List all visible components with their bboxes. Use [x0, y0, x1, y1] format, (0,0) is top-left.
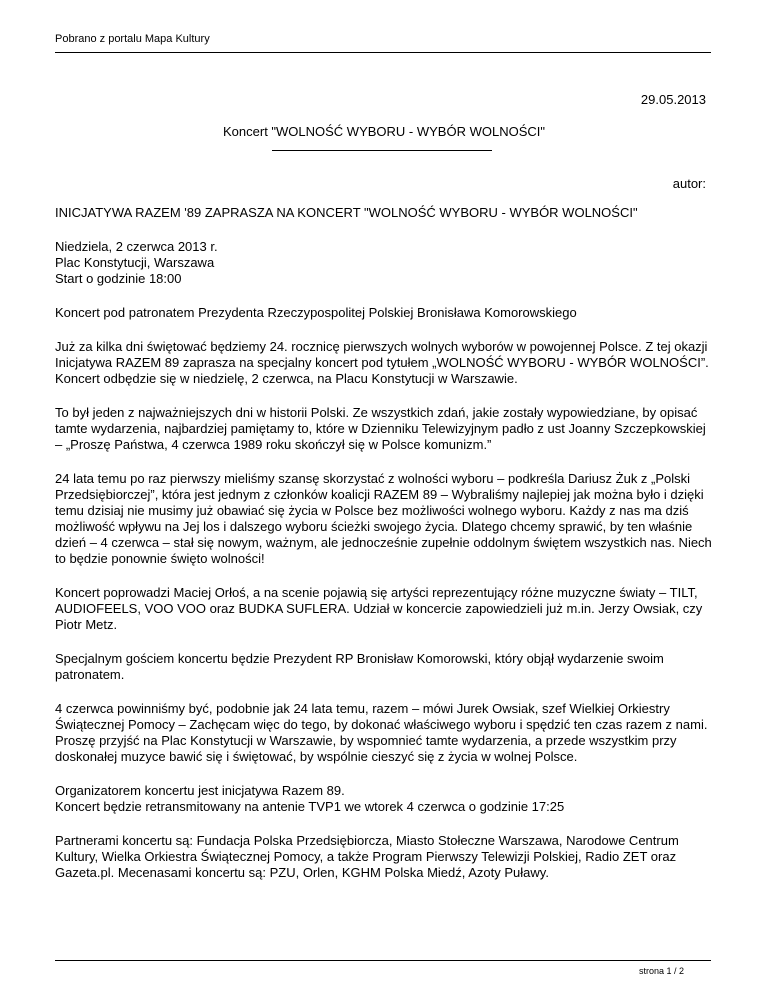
paragraph: Koncert poprowadzi Maciej Orłoś, a na scenie pojawią się artyści reprezentujący różne muzyczne światy – TILT, AUDIOFEELS, VOO VOO oraz BUDKA SUFLERA. Udział w koncercie zapowiedzieli już m.in. Jerzy Owsiak, czy Piotr Metz.: [55, 585, 703, 632]
paragraph: 4 czerwca powinniśmy być, podobnie jak 24 lata temu, razem – mówi Jurek Owsiak, szef Wielkiej Orkiestry Świątecznej Pomocy – Zachęcam więc do tego, by dokonać właściwego wyboru i spędzić ten czas razem z nami. Proszę przyjść na Plac Konstytucji w Warszawie, by wspomnieć tamte wydarzenia, a przede wszystkim przy doskonałej muzyce bawić się i świętować, by wspólnie cieszyć się z życia w wolnej Polsce.: [55, 701, 708, 764]
paragraph: Partnerami koncertu są: Fundacja Polska Przedsiębiorcza, Miasto Stołeczne Warszawa, Narodowe Centrum Kultury, Wielka Orkiestra Świątecznej Pomocy, a także Program Pierwszy Telewizji Polskiej, Radio ZET oraz Gazeta.pl. Mecenasami koncertu są: PZU, Orlen, KGHM Polska Miedź, Azoty Puławy.: [55, 833, 679, 880]
broadcast-info: Koncert będzie retransmitowany na antenie TVP1 we wtorek 4 czerwca o godzinie 17:25: [55, 799, 565, 814]
paragraph: Specjalnym gościem koncertu będzie Prezydent RP Bronisław Komorowski, który objął wydarzenie swoim patronatem.: [55, 651, 664, 682]
article-body: [55, 205, 715, 899]
paragraph: Już za kilka dni świętować będziemy 24. rocznicę pierwszych wolnych wyborów w powojennej Polsce. Z tej okazji Inicjatywa RAZEM 89 zaprasza na specjalny koncert pod tytułem „WOLNOŚĆ WYBORU - WYBÓR WOLNOŚCI”. Koncert odbędzie się w niedzielę, 2 czerwca, na Placu Konstytucji w Warszawie.: [55, 339, 709, 386]
organizer-info: [55, 783, 715, 815]
header-divider: [55, 52, 711, 53]
event-start: Start o godzinie 18:00: [55, 271, 182, 286]
article-date: 29.05.2013: [640, 92, 706, 107]
paragraph: 24 lata temu po raz pierwszy mieliśmy szansę skorzystać z wolności wyboru – podkreśla Dariusz Żuk z „Polski Przedsiębiorczej”, która jest jednym z członków koalicji RAZEM 89 – Wybraliśmy najlepiej jak można było i dzięki temu dzisiaj nie musimy już obawiać się życia w Polsce bez możliwości wolnego wyboru. Każdy z nas ma dziś możliwość wpływu na Jej los i dalszego wyboru ścieżki swojego życia. Dlatego chcemy sprawić, by ten właśnie dzień – 4 czerwca – stał się nowym, ważnym, ale jednocześnie zupełnie oddolnym świętem wszystkich nas. Niech to będzie ponownie święto wolności!: [55, 471, 712, 566]
event-details: [55, 239, 715, 287]
event-day: Niedziela, 2 czerwca 2013 r.: [55, 239, 218, 254]
author-label: autor:: [672, 176, 706, 191]
title-underline: [272, 150, 492, 151]
organizer: Organizatorem koncertu jest inicjatywa Razem 89.: [55, 783, 345, 798]
paragraph: To był jeden z najważniejszych dni w historii Polski. Ze wszystkich zdań, jakie zostały wypowiedziane, by opisać tamte wydarzenia, najbardziej pamiętamy to, które w Dzienniku Telewizyjnym padło z ust Joanny Szczepkowskiej – „Proszę Państwa, 4 czerwca 1989 roku skończył się w Polsce komunizm.”: [55, 405, 706, 452]
headline: INICJATYWA RAZEM '89 ZAPRASZA NA KONCERT "WOLNOŚĆ WYBORU - WYBÓR WOLNOŚCI": [55, 205, 638, 220]
page-number: strona 1 / 2: [638, 966, 684, 976]
page-header-source: Pobrano z portalu Mapa Kultury: [55, 33, 210, 45]
article-title: Koncert "WOLNOŚĆ WYBORU - WYBÓR WOLNOŚCI": [223, 124, 545, 139]
patronage-note: Koncert pod patronatem Prezydenta Rzeczypospolitej Polskiej Bronisława Komorowskiego: [55, 305, 577, 320]
event-place: Plac Konstytucji, Warszawa: [55, 255, 215, 270]
footer-divider: [55, 960, 711, 961]
